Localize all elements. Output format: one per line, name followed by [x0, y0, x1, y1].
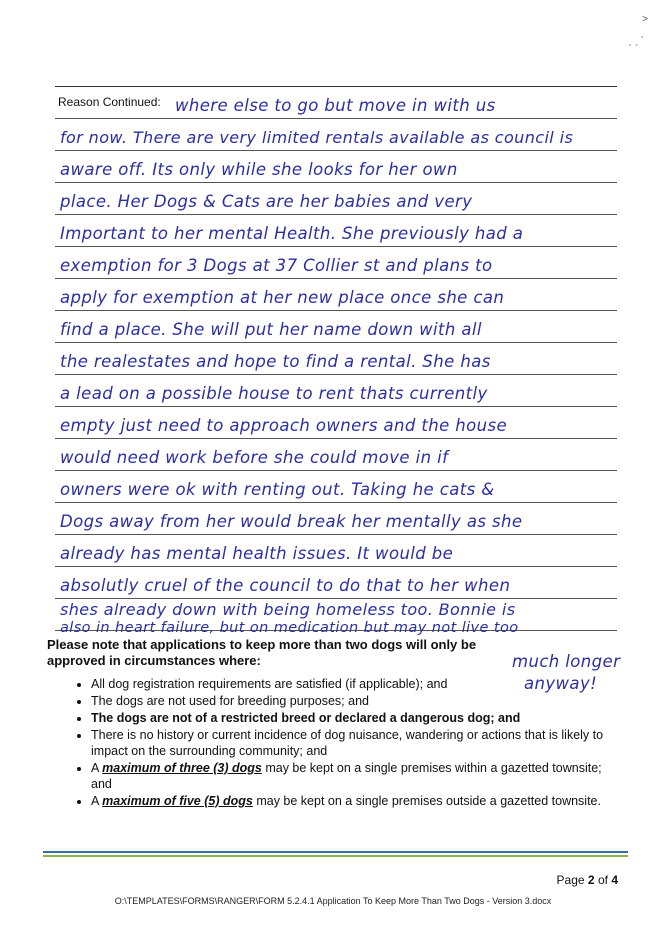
corner-scan-mark-2: ˎ ˏ `: [628, 36, 644, 47]
handwritten-line: for now. There are very limited rentals available as council is: [60, 128, 574, 147]
handwritten-line: already has mental health issues. It would be: [60, 544, 454, 563]
ruled-line: [55, 438, 617, 439]
note-heading: Please note that applications to keep more than two dogs will only be approved in circumstances where:: [47, 637, 477, 668]
conditions-list: [48, 676, 666, 810]
handwritten-line: absolutly cruel of the council to do that to her when: [60, 576, 511, 595]
handwritten-line: aware off. Its only while she looks for her own: [60, 160, 458, 179]
footer-band-blue: [43, 851, 628, 853]
ruled-line: [55, 470, 617, 471]
handwritten-line: where else to go but move in with us: [175, 96, 496, 115]
handwritten-line: the realestates and hope to find a rental. She has: [60, 352, 491, 371]
ruled-line: [55, 406, 617, 407]
ruled-line: [55, 86, 617, 87]
handwritten-line: empty just need to approach owners and the house: [60, 416, 508, 435]
condition-item: • The dogs are not of a restricted breed or declared a dangerous dog; and: [91, 710, 666, 726]
handwritten-line: exemption for 3 Dogs at 37 Collier st and plans to: [60, 256, 493, 275]
corner-scan-mark: ˃: [642, 14, 648, 25]
ruled-line: [55, 502, 617, 503]
ruled-line: [55, 566, 617, 567]
condition-item: • A maximum of three (3) dogs may be kept on a single premises within a gazetted townsite; and: [91, 760, 611, 792]
ruled-line: [55, 374, 617, 375]
reason-continued-label: Reason Continued:: [58, 95, 161, 109]
ruled-line: [55, 118, 617, 119]
condition-item: • All dog registration requirements are satisfied (if applicable); and: [91, 676, 666, 692]
ruled-line: [55, 214, 617, 215]
handwritten-line: place. Her Dogs & Cats are her babies and very: [60, 192, 473, 211]
ruled-line: [55, 310, 617, 311]
handwritten-line: owners were ok with renting out. Taking he cats &: [60, 480, 495, 499]
max-three-dogs: maximum of three (3) dogs: [102, 761, 262, 775]
condition-item: • A maximum of five (5) dogs may be kept on a single premises outside a gazetted townsite.: [91, 793, 611, 809]
ruled-line: [55, 246, 617, 247]
handwritten-line: apply for exemption at her new place once she can: [60, 288, 505, 307]
handwritten-line: also in heart failure, but on medication but may not live too: [60, 620, 519, 636]
condition-item: • There is no history or current incidence of dog nuisance, wandering or actions that is likely to impact on the surrounding community; and: [91, 727, 611, 759]
ruled-line: [55, 342, 617, 343]
handwritten-line: a lead on a possible house to rent thats currently: [60, 384, 488, 403]
page-number: Page 2 of 4: [556, 873, 618, 887]
ruled-line: [55, 278, 617, 279]
max-five-dogs: maximum of five (5) dogs: [102, 794, 253, 808]
handwritten-line: Important to her mental Health. She previously had a: [60, 224, 524, 243]
handwritten-line: Dogs away from her would break her mentally as she: [60, 512, 523, 531]
ruled-line: [55, 598, 617, 599]
handwritten-line: much longer: [512, 652, 621, 671]
handwritten-line: would need work before she could move in if: [60, 448, 449, 467]
ruled-line: [55, 182, 617, 183]
handwritten-line: find a place. She will put her name down with all: [60, 320, 482, 339]
footer-band-green: [43, 855, 628, 857]
handwritten-line: anyway!: [524, 674, 598, 693]
footer-file-path: O:\TEMPLATES\FORMS\RANGER\FORM 5.2.4.1 Application To Keep More Than Two Dogs - Version 3.docx: [114, 896, 552, 906]
handwritten-line: shes already down with being homeless too. Bonnie is: [60, 600, 516, 619]
ruled-line: [55, 150, 617, 151]
ruled-line: [55, 534, 617, 535]
condition-item: • The dogs are not used for breeding purposes; and: [91, 693, 666, 709]
